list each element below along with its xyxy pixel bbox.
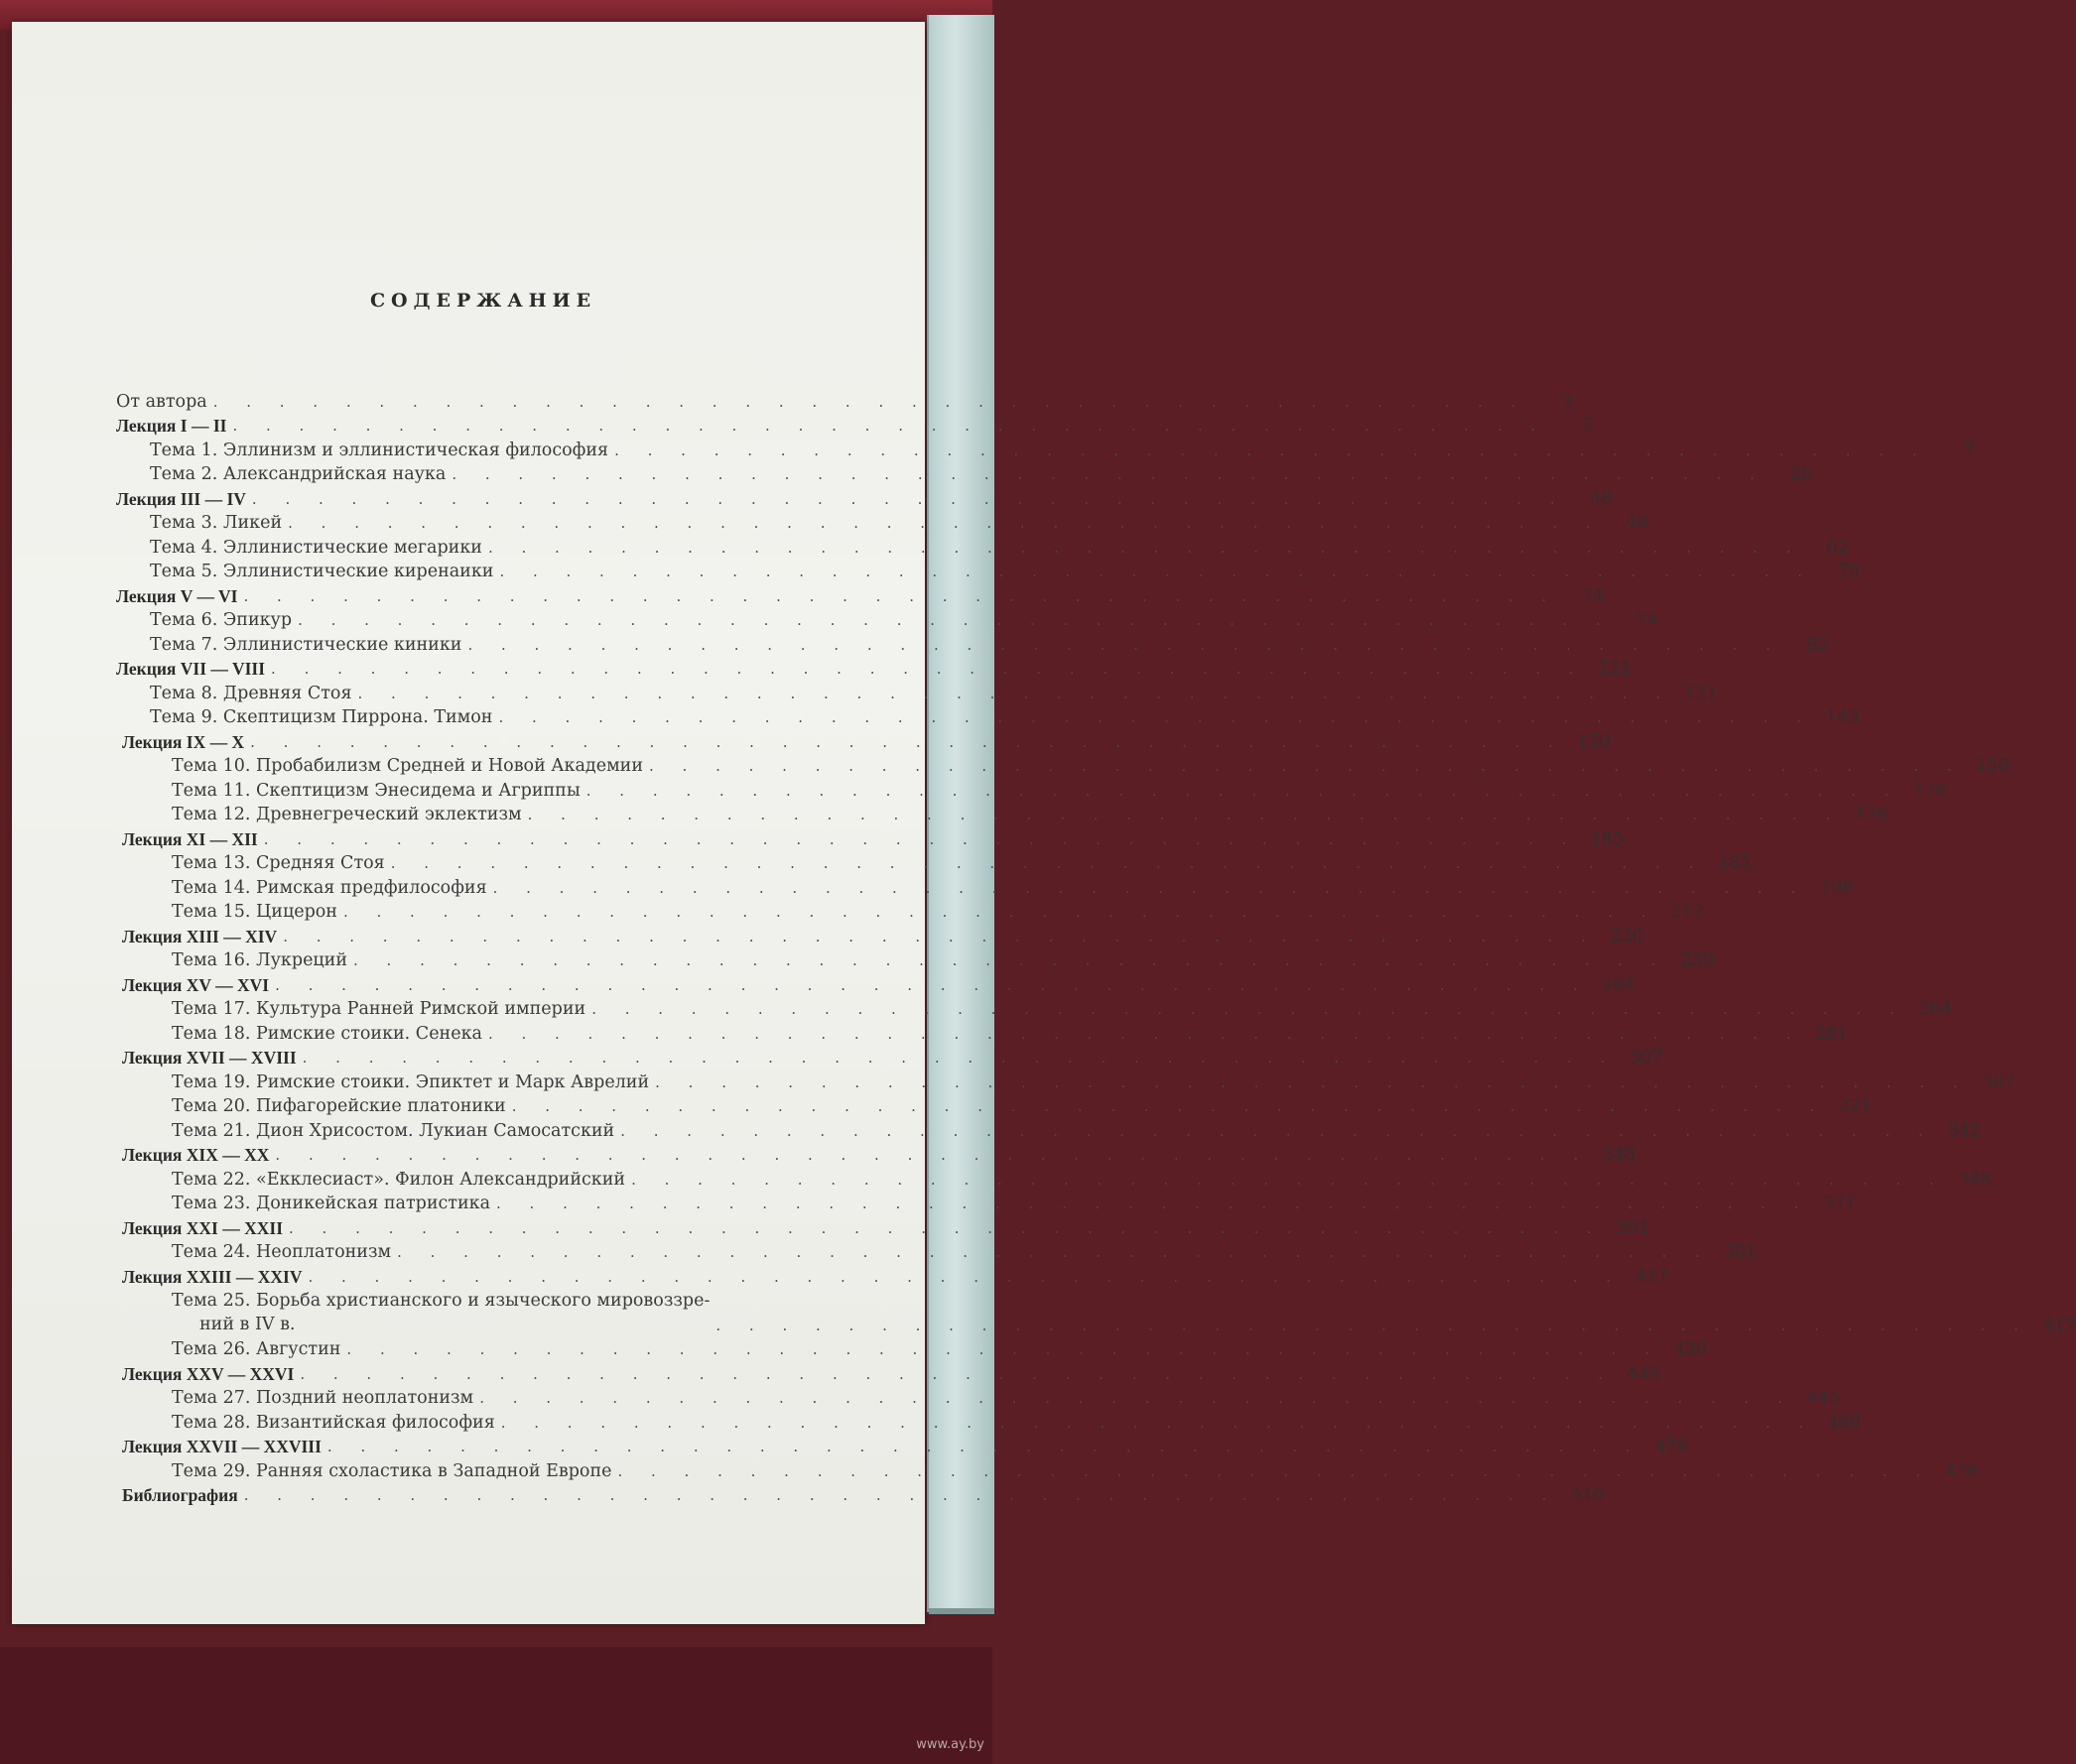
toc-entry-title: Тема 25. Борьба христианского и языческого мировоззре- ний в IV в. bbox=[172, 1290, 711, 1334]
toc-page-number: 348 bbox=[1602, 1145, 1636, 1165]
toc-page-number: 150 bbox=[1577, 731, 1611, 752]
toc-lecture-row bbox=[116, 414, 1594, 439]
toc-page-number: 74 bbox=[1635, 610, 1658, 630]
toc-lecture-row bbox=[116, 1215, 1649, 1240]
dot-leader: . . . . . . . . . . . . . . . . . . . . . . . . . . . . . . . . . . . . . . . . bbox=[302, 1049, 1618, 1067]
dot-leader: . . . . . . . . . . . . . . . . . . . . . . . . . . . . . . . . . . . . . . . . bbox=[617, 1461, 1933, 1480]
toc-entry-title: Тема 19. Римские стоики. Эпиктет и Марк Аврелий bbox=[172, 1071, 650, 1092]
toc-row bbox=[116, 754, 2010, 779]
toc-lecture-row bbox=[116, 1264, 1669, 1289]
toc-entry-title: Тема 23. Доникейская патристика bbox=[172, 1194, 491, 1213]
toc-entry-title: Лекция XVII — XVIII bbox=[122, 1048, 297, 1068]
dot-leader: . . . . . . . . . . . . . . . . . . . . . . . . . . . . . . . . . . . . . . . . bbox=[397, 1243, 1712, 1261]
dot-leader: . . . . . . . . . . . . . . . . . . . . . . . . . . . . . . . . . . . . . . . . bbox=[499, 563, 1815, 580]
toc-page-number: 185 bbox=[1718, 853, 1752, 873]
dot-leader: . . . . . . . . . . . . . . . . . . . . . . . . . . . . . . . . . . . . . . . . bbox=[500, 1413, 1816, 1432]
watermark: www.ay.by bbox=[916, 1737, 984, 1752]
toc-page-number: 430 bbox=[1673, 1339, 1708, 1359]
toc-page-number: 342 bbox=[1947, 1120, 1981, 1141]
toc-row bbox=[116, 778, 1947, 803]
toc-page-number: 121 bbox=[1684, 683, 1719, 703]
toc-row bbox=[116, 1021, 1849, 1046]
dot-leader: . . . . . . . . . . . . . . . . . . . . . . . . . . . . . . . . . . . . . . . . bbox=[452, 465, 1766, 483]
toc-entry-title: Тема 20. Пифагорейские платоники bbox=[172, 1096, 506, 1116]
dot-leader: . . . . . . . . . . . . . . . . . . . . . . . . . . . . . . . . . . . . . . . . bbox=[614, 441, 1929, 459]
toc-entry-title: Лекция XIX — XX bbox=[122, 1145, 270, 1165]
dot-leader: . . . . . . . . . . . . . . . . . . . . . . . . . . . . . . . . . . . . . . . . bbox=[243, 586, 1559, 605]
dot-leader: . . . . . . . . . . . . . . . . . . . . . . . . . . . . . . . . . . . . . . . . bbox=[492, 878, 1808, 897]
toc-page-number: 307 bbox=[1982, 1071, 2015, 1092]
toc-page-number: 170 bbox=[1913, 780, 1947, 801]
dot-leader: . . . . . . . . . . . . . . . . . . . . . . . . . . . . . . . . . . . . . . . . bbox=[511, 1097, 1827, 1115]
page-title: СОДЕРЖАНИЕ bbox=[369, 290, 597, 312]
toc-entry-title: Тема 4. Эллинистические мегарики bbox=[150, 537, 482, 558]
toc-page-number: 445 bbox=[1806, 1388, 1840, 1408]
toc-entry-title: Тема 6. Эпикур bbox=[150, 610, 293, 630]
background-bottom bbox=[0, 1647, 992, 1764]
dot-leader: . . . . . . . . . . . . . . . . . . . . . . . . . . . . . . . . . . . . . . . . bbox=[346, 1340, 1662, 1358]
toc-page-number: 417 bbox=[1634, 1266, 1669, 1287]
dot-leader: . . . . . . . . . . . . . . . . . . . . . . . . . . . . . . . . . . . . . . . . bbox=[585, 781, 1901, 800]
toc-entry-title: Тема 22. «Екклесиаст». Филон Александрийский bbox=[172, 1169, 626, 1190]
toc-row bbox=[116, 1458, 1979, 1483]
toc-row bbox=[116, 997, 1952, 1022]
toc-entry-title: Лекция XXVII — XXVIII bbox=[122, 1437, 322, 1456]
toc-page-number: 476 bbox=[1944, 1460, 1979, 1481]
toc-page-number: 143 bbox=[1825, 707, 1860, 727]
toc-page-number: 264 bbox=[1602, 974, 1635, 995]
toc-page-number: 391 bbox=[1616, 1217, 1649, 1238]
dot-leader: . . . . . . . . . . . . . . . . . . . . . . . . . . . . . . . . . . . . . . . . bbox=[498, 708, 1814, 726]
dot-leader: . . . . . . . . . . . . . . . . . . . . . . . . . . . . . . . . . . . . . . . . bbox=[496, 1195, 1811, 1212]
toc-lecture-row bbox=[116, 729, 1611, 754]
dot-leader: . . . . . . . . . . . . . . . . . . . . . . . . . . . . . . . . . . . . . . . . bbox=[620, 1121, 1935, 1140]
toc-entry-title: Тема 27. Поздний неоплатонизм bbox=[172, 1388, 474, 1408]
toc-page-number: 417 bbox=[2042, 1315, 2076, 1335]
dot-leader: . . . . . . . . . . . . . . . . . . . . . . . . . . . . . . . . . . . . . . . . bbox=[390, 854, 1706, 872]
dot-leader: . . . . . . . . . . . . . . . . . . . . . . . . . . . . . . . . . . . . . . . . bbox=[288, 514, 1603, 532]
toc-page-number: 150 bbox=[1976, 756, 2010, 776]
toc-entry-title: От автора bbox=[116, 391, 207, 412]
toc-lecture-row bbox=[116, 972, 1635, 997]
dot-leader: . . . . . . . . . . . . . . . . . . . . . . . . . . . . . . . . . . . . . . . . bbox=[271, 660, 1586, 678]
dot-leader: . . . . . . . . . . . . . . . . . . . . . . . . . . . . . . . . . . . . . . . . bbox=[353, 951, 1668, 969]
toc-entry-title: Лекция XXIII — XXIV bbox=[122, 1266, 303, 1287]
toc-page-number: 445 bbox=[1626, 1363, 1661, 1384]
dot-leader: . . . . . . . . . . . . . . . . . . . . . . . . . . . . . . . . . . . . . . . . bbox=[283, 927, 1598, 945]
toc-row bbox=[116, 851, 1752, 876]
dot-leader: . . . . . . . . . . . . . . . . . . . . . . . . . . . . . . . . . . . . . . . . bbox=[251, 489, 1567, 508]
toc-row bbox=[116, 1289, 2076, 1337]
toc-row bbox=[116, 1070, 2015, 1094]
dot-leader: . . . . . . . . . . . . . . . . . . . . . . . . . . . . . . . . . . . . . . . . bbox=[649, 757, 1964, 775]
toc-lecture-row bbox=[116, 924, 1643, 948]
toc-entry-title: Тема 5. Эллинистические киренаики bbox=[150, 562, 494, 581]
dot-leader: . . . . . . . . . . . . . . . . . . . . . . . . . . . . . . . . . . . . . . . . bbox=[487, 538, 1803, 557]
toc-row bbox=[116, 705, 1860, 730]
toc-entry-title: Лекция XIII — XIV bbox=[122, 926, 278, 946]
toc-entry-title: Тема 7. Эллинистические киники bbox=[150, 634, 462, 655]
toc-lecture-row bbox=[116, 1046, 1663, 1071]
toc-page-number: 70 bbox=[1837, 562, 1861, 581]
toc-page-number: 7 bbox=[1582, 416, 1594, 436]
toc-page-number: 48 bbox=[1625, 513, 1648, 533]
toc-entry-title: Тема 8. Древняя Стоя bbox=[150, 683, 352, 703]
toc-page-number: 74 bbox=[1581, 585, 1605, 606]
toc-page-number: 121 bbox=[1598, 659, 1631, 679]
toc-row bbox=[116, 438, 1975, 462]
toc-entry-title: Тема 13. Средняя Стоя bbox=[172, 853, 385, 873]
toc-lecture-row bbox=[116, 1483, 1605, 1508]
dot-leader: . . . . . . . . . . . . . . . . . . . . . . . . . . . . . . . . . . . . . . . . bbox=[289, 1218, 1604, 1237]
dot-leader: . . . . . . . . . . . . . . . . . . . . . . . . . . . . . . . . . . . . . . . . bbox=[357, 684, 1673, 702]
toc-row bbox=[116, 535, 1849, 560]
toc-entry-title: Лекция XXI — XXII bbox=[122, 1217, 284, 1238]
toc-lecture-row bbox=[116, 1361, 1661, 1386]
toc-entry-title: Тема 28. Византийская философия bbox=[172, 1412, 495, 1433]
dot-leader: . . . . . . . . . . . . . . . . . . . . . . . . . . . . . . . . . . . . . . . . bbox=[715, 1316, 2031, 1334]
toc-entry-title: Лекция IX — X bbox=[122, 731, 245, 752]
toc-page-number: 321 bbox=[1838, 1096, 1873, 1116]
toc-entry-title: Тема 17. Культура Ранней Римской империи bbox=[172, 999, 586, 1019]
toc-row bbox=[116, 1240, 1757, 1265]
toc-row bbox=[116, 1410, 1862, 1435]
toc-lecture-row bbox=[116, 657, 1631, 682]
toc-entry-title: Тема 12. Древнегреческий эклектизм bbox=[172, 805, 522, 824]
toc-row bbox=[116, 632, 1829, 657]
dot-leader: . . . . . . . . . . . . . . . . . . . . . . . . . . . . . . . . . . . . . . . . bbox=[212, 392, 1528, 411]
toc-entry-title: Тема 9. Скептицизм Пиррона. Тимон bbox=[150, 707, 493, 727]
toc-entry-title: Тема 26. Августин bbox=[172, 1339, 341, 1359]
toc-page-number: 185 bbox=[1591, 828, 1624, 849]
toc-page-number: 348 bbox=[1958, 1169, 1992, 1190]
toc-entry-title: Тема 11. Скептицизм Энесидема и Агриппы bbox=[172, 780, 581, 801]
dot-leader: . . . . . . . . . . . . . . . . . . . . . . . . . . . . . . . . . . . . . . . . bbox=[655, 1072, 1970, 1091]
toc-page-number: 230 bbox=[1680, 950, 1714, 970]
dot-leader: . . . . . . . . . . . . . . . . . . . . . . . . . . . . . . . . . . . . . . . . bbox=[250, 732, 1565, 751]
dot-leader: . . . . . . . . . . . . . . . . . . . . . . . . . . . . . . . . . . . . . . . . bbox=[527, 806, 1843, 823]
dot-leader: . . . . . . . . . . . . . . . . . . . . . . . . . . . . . . . . . . . . . . . . bbox=[275, 1146, 1591, 1164]
toc-entry-title: Тема 16. Лукреций bbox=[172, 950, 348, 970]
toc-row bbox=[116, 560, 1861, 584]
dot-leader: . . . . . . . . . . . . . . . . . . . . . . . . . . . . . . . . . . . . . . . . bbox=[300, 1364, 1616, 1383]
toc-page-number: 307 bbox=[1628, 1048, 1663, 1068]
toc-entry-title: Тема 18. Римские стоики. Сенека bbox=[172, 1023, 482, 1044]
dot-leader: . . . . . . . . . . . . . . . . . . . . . . . . . . . . . . . . . . . . . . . . bbox=[342, 903, 1658, 921]
dot-leader: . . . . . . . . . . . . . . . . . . . . . . . . . . . . . . . . . . . . . . . . bbox=[326, 1438, 1642, 1455]
toc-row bbox=[116, 1167, 1992, 1192]
toc-entry-title: Лекция XI — XII bbox=[122, 828, 258, 849]
table-of-contents bbox=[116, 389, 2076, 1507]
dot-leader: . . . . . . . . . . . . . . . . . . . . . . . . . . . . . . . . . . . . . . . . bbox=[591, 1000, 1906, 1018]
dot-leader: . . . . . . . . . . . . . . . . . . . . . . . . . . . . . . . . . . . . . . . . bbox=[263, 829, 1579, 848]
toc-row bbox=[116, 1094, 1873, 1119]
toc-entry-title: Тема 24. Неоплатонизм bbox=[172, 1242, 392, 1262]
toc-entry-title: Тема 14. Римская предфилософия bbox=[172, 877, 487, 898]
book-page bbox=[12, 22, 2076, 1624]
toc-page-number: 92 bbox=[1805, 634, 1829, 655]
toc-lecture-row bbox=[116, 1435, 1688, 1459]
toc-entry-title: Лекция V — VI bbox=[116, 585, 238, 606]
toc-row bbox=[116, 511, 1648, 536]
toc-lecture-row bbox=[116, 583, 1605, 608]
toc-entry-title: Тема 3. Ликей bbox=[150, 513, 283, 533]
dot-leader: . . . . . . . . . . . . . . . . . . . . . . . . . . . . . . . . . . . . . . . . bbox=[308, 1267, 1623, 1286]
toc-row bbox=[116, 803, 1888, 827]
toc-row bbox=[116, 1192, 1857, 1216]
toc-page-number: 230 bbox=[1610, 926, 1643, 946]
toc-page-number: 198 bbox=[1819, 877, 1854, 898]
toc-page-number: 7 bbox=[1963, 440, 1975, 460]
toc-page-number: 3 bbox=[1562, 391, 1574, 412]
toc-page-number: 371 bbox=[1823, 1194, 1857, 1213]
toc-entry-title: Тема 1. Эллинизм и эллинистическая философия bbox=[150, 440, 609, 460]
dot-leader: . . . . . . . . . . . . . . . . . . . . . . . . . . . . . . . . . . . . . . . . bbox=[467, 635, 1783, 654]
toc-entry-title: Лекция III — IV bbox=[116, 488, 246, 509]
toc-row bbox=[116, 948, 1714, 973]
toc-row bbox=[116, 1118, 1981, 1143]
toc-row bbox=[116, 875, 1854, 900]
toc-row bbox=[116, 1386, 1840, 1411]
toc-entry-title: Тема 15. Цицерон bbox=[172, 902, 337, 922]
toc-page-number: 460 bbox=[1828, 1412, 1862, 1433]
toc-row bbox=[116, 900, 1704, 925]
toc-row bbox=[116, 462, 1812, 487]
toc-entry-title: Лекция I — II bbox=[116, 416, 227, 436]
toc-row bbox=[116, 608, 1658, 633]
toc-row bbox=[116, 389, 1574, 414]
toc-row bbox=[116, 681, 1719, 705]
dot-leader: . . . . . . . . . . . . . . . . . . . . . . . . . . . . . . . . . . . . . . . . bbox=[243, 1486, 1559, 1504]
toc-page-number: 264 bbox=[1918, 999, 1952, 1019]
toc-entry-title: Лекция VII — VIII bbox=[116, 659, 266, 679]
toc-page-number: 391 bbox=[1724, 1242, 1757, 1262]
toc-entry-title: Лекция XXV — XXVI bbox=[122, 1363, 295, 1384]
dot-leader: . . . . . . . . . . . . . . . . . . . . . . . . . . . . . . . . . . . . . . . . bbox=[487, 1024, 1803, 1043]
toc-entry-title: Лекция XV — XVI bbox=[122, 974, 270, 995]
dot-leader: . . . . . . . . . . . . . . . . . . . . . . . . . . . . . . . . . . . . . . . . bbox=[232, 417, 1548, 435]
toc-lecture-row bbox=[116, 1143, 1636, 1168]
toc-lecture-row bbox=[116, 486, 1613, 511]
dot-leader: . . . . . . . . . . . . . . . . . . . . . . . . . . . . . . . . . . . . . . . . bbox=[631, 1170, 1946, 1189]
toc-page-number: 48 bbox=[1590, 488, 1613, 509]
toc-row bbox=[116, 1337, 1708, 1362]
toc-page-number: 176 bbox=[1854, 805, 1888, 824]
toc-entry-title: Тема 29. Ранняя схоластика в Западной Европе bbox=[172, 1460, 612, 1481]
toc-page-number: 62 bbox=[1826, 537, 1849, 558]
toc-page-number: 510 bbox=[1571, 1485, 1605, 1505]
toc-page-number: 281 bbox=[1815, 1023, 1849, 1044]
toc-page-number: 476 bbox=[1654, 1437, 1688, 1456]
toc-entry-title: Тема 21. Дион Хрисостом. Лукиан Самосатский bbox=[172, 1120, 615, 1141]
toc-page-number: 212 bbox=[1670, 902, 1704, 922]
dot-leader: . . . . . . . . . . . . . . . . . . . . . . . . . . . . . . . . . . . . . . . . bbox=[479, 1389, 1794, 1407]
toc-lecture-row bbox=[116, 826, 1624, 851]
toc-page-number: 26 bbox=[1789, 464, 1812, 484]
toc-entry-title: Тема 10. Пробабилизм Средней и Новой Академии bbox=[172, 756, 644, 776]
toc-entry-title: Тема 2. Александрийская наука bbox=[150, 464, 447, 484]
dot-leader: . . . . . . . . . . . . . . . . . . . . . . . . . . . . . . . . . . . . . . . . bbox=[275, 975, 1590, 994]
dot-leader: . . . . . . . . . . . . . . . . . . . . . . . . . . . . . . . . . . . . . . . . bbox=[298, 611, 1613, 629]
toc-entry-title: Библиография bbox=[122, 1485, 238, 1505]
